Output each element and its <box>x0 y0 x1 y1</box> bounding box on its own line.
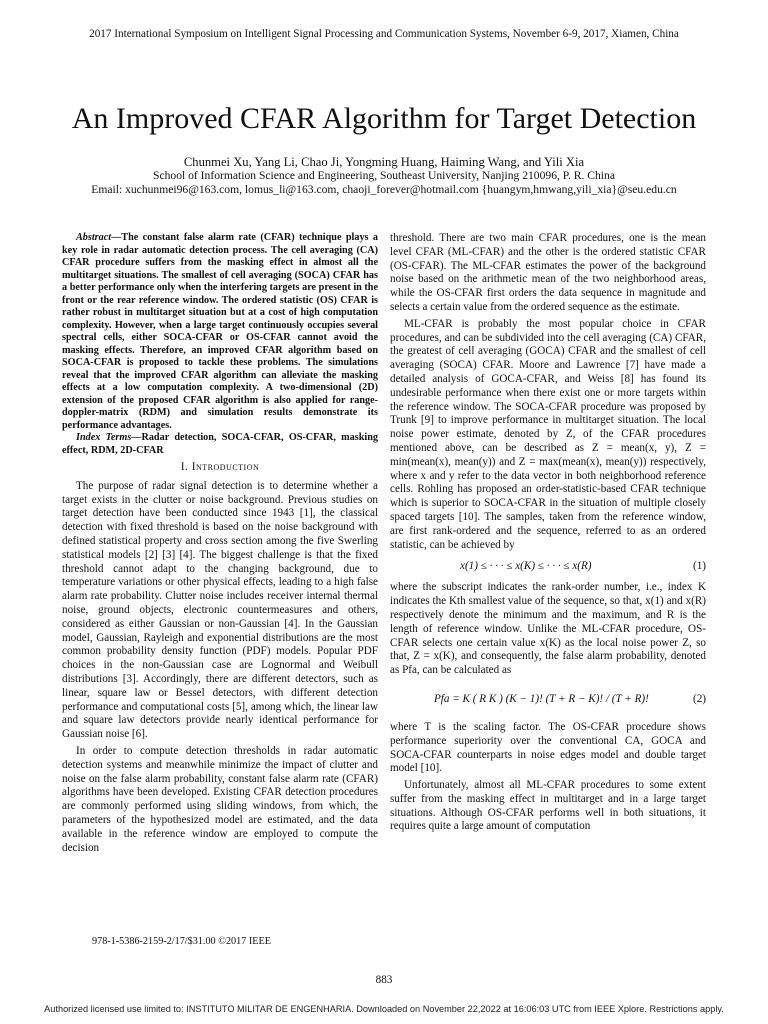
section-heading-introduction: I. Introduction <box>180 461 260 473</box>
right-column <box>390 232 706 837</box>
paragraph: where T is the scaling factor. The OS-CFAR procedure shows performance superiority over the conventional CA, GOCA and SOCA-CFAR counterparts in noise edges model and double target model [10]. <box>390 720 706 775</box>
equation-number: (2) <box>693 692 706 705</box>
page-number: 883 <box>375 974 393 986</box>
paragraph: Unfortunately, almost all ML-CFAR procedures to some extent suffer from the masking effect in multitarget and in a large target situations. Although OS-CFAR performs well in both situations, it requires quite a large amount of computation <box>390 779 706 833</box>
license-notice: Authorized licensed use limited to: INSTITUTO MILITAR DE ENGENHARIA. Downloaded on November 22,2022 at 16:06:03 UTC from IEEE Xplore. Restrictions apply. <box>44 1004 724 1014</box>
index-terms <box>62 432 378 457</box>
affiliation: School of Information Science and Engineering, Southeast University, Nanjing 210096, P. R. China <box>153 169 615 182</box>
paragraph: where the subscript indicates the rank-order number, i.e., index K indicates the Kth smallest value of the sequence, so that, x(1) and x(R) respectively denote the minimum and the maximum, and R is the length of reference window. Unlike the ML-CFAR procedure, OS-CFAR selects one certain value x(K) as the local noise power Z, so that, Z = x(K), and consequently, the false alarm probability, denoted as Pfa, can be calculated as <box>390 581 706 677</box>
equation-expression: Pfa = K ( R K ) (K − 1)! (T + R − K)! / (T + R)! <box>434 692 649 705</box>
equation-expression: x(1) ≤ · · · ≤ x(K) ≤ · · · ≤ x(R) <box>460 560 592 573</box>
equation-2 <box>390 681 706 721</box>
conference-header: 2017 International Symposium on Intelligent Signal Processing and Communication Systems, November 6-9, 2017, Xiamen, China <box>89 28 679 40</box>
paragraph: threshold. There are two main CFAR procedures, one is the mean level CFAR (ML-CFAR) and the other is the ordered statistic CFAR (OS-CFAR). The ML-CFAR estimates the power of the background noise based on the arithmetic mean of the two neighborhood areas, while the OS-CFAR first orders the data sequence in magnitude and selects a certain value from the ordered sequence as the estimate. <box>390 232 706 313</box>
abstract <box>62 232 378 432</box>
equation-number: (1) <box>693 560 706 573</box>
author-list: Chunmei Xu, Yang Li, Chao Ji, Yongming Huang, Haiming Wang, and Yili Xia <box>183 155 585 169</box>
paragraph: In order to compute detection thresholds in radar automatic detection systems and meanwhile minimize the impact of clutter and noise on the false alarm probability, constant false alarm rate (CFAR) algorithms have been developed. Existing CFAR detection procedures are commonly performed using sliding windows, from which, the parameters of the hypothesized model are estimated, and the data available in the reference window are employed to compute the decision <box>62 744 378 854</box>
index-terms-text: —Radar detection, SOCA-CFAR, OS-CFAR, masking effect, RDM, 2D-CFAR <box>62 432 378 456</box>
isbn-footer: 978-1-5386-2159-2/17/$31.00 ©2017 IEEE <box>92 936 271 947</box>
left-column <box>62 232 378 858</box>
paragraph: The purpose of radar signal detection is to determine whether a target exists in the clutter or noise background. Previous studies on target detection have been conducted since 1943 [1], the classical detection with fixed threshold is based on the noise background with defined statistical property and cross section among the five Swerling statistical models [2] [3] [4]. The biggest challenge is that the fixed threshold cannot adapt to the changing background, due to temperature variations or other physical effects, leading to a high false alarm rate probability. Clutter noise includes receiver internal thermal noise, ground objects, electronic countermeasures and others, considered as either Gaussian or non-Gaussian [4]. In the Gaussian model, Gaussian, Rayleigh and exponential distributions are the most common probability density function (PDF) models. Popular PDF choices in the non-Gaussian case are Lognormal and Weibull distributions [3]. Accordingly, there are different detectors, such as linear, square law or Bessel detectors, with different detection performance and computational costs [5], among which, the linear law and square law detectors provide nearly identical performance for Gaussian noise [6]. <box>62 479 378 741</box>
email-line: Email: xuchunmei96@163.com, lomus_li@163.com, chaoji_forever@hotmail.com {huangym,hmwang,yili_xia}@seu.edu.cn <box>91 183 677 196</box>
index-terms-lead: Index Terms <box>76 432 132 443</box>
paragraph: ML-CFAR is probably the most popular choice in CFAR procedures, and can be subdivided into the cell averaging (CA) CFAR, the greatest of cell averaging (GOCA) CFAR and the smallest of cell averaging (SOCA) CFAR. Moore and Lawrence [7] have made a detailed analysis of GOCA-CFAR, and Weiss [8] has found its undesirable performance when there exist one or more targets within the reference window. The SOCA-CFAR procedure was proposed by Trunk [9] to improve performance in multitarget situation. The local noise power estimate, denoted by Z, of the CFAR procedures mentioned above, can be described as Z = mean(x, y), Z = min(mean(x), mean(y)) and Z = max(mean(x), mean(y)) respectively, where x and y refer to the data vector in both neighborhood reference cells. Rohling has proposed an order-statistic-based CFAR technique which is superior to SOCA-CFAR in the situation of multiple closely spaced targets [10]. The samples, taken from the reference window, are first rank-ordered and the sequence, referred to as an ordered statistic, can be achieved by <box>390 317 706 551</box>
paper-title: An Improved CFAR Algorithm for Target Detection <box>71 102 697 135</box>
abstract-lead: Abstract <box>76 232 112 243</box>
equation-1 <box>390 555 706 581</box>
abstract-text: —The constant false alarm rate (CFAR) technique plays a key role in radar automatic detection process. The cell averaging (CA) CFAR procedure suffers from the masking effect in almost all the multitarget situations. The smallest of cell averaging (SOCA) CFAR has a better performance only when the interfering targets are present in the front or the rear reference window. The ordered statistic (OS) CFAR is rather robust in multitarget situation but at a cost of high computation complexity. However, when a large target continuously occupies several spectral cells, either SOCA-CFAR or OS-CFAR cannot avoid the masking effects. Therefore, an improved CFAR algorithm based on SOCA-CFAR is proposed to tackle these problems. The simulations reveal that the improved CFAR algorithm can alleviate the masking effects at a low computation complexity. A two-dimensional (2D) extension of the proposed CFAR algorithm is also applied for range-doppler-matrix (RDM) and simulation results demonstrate its performance advantages. <box>62 232 378 431</box>
